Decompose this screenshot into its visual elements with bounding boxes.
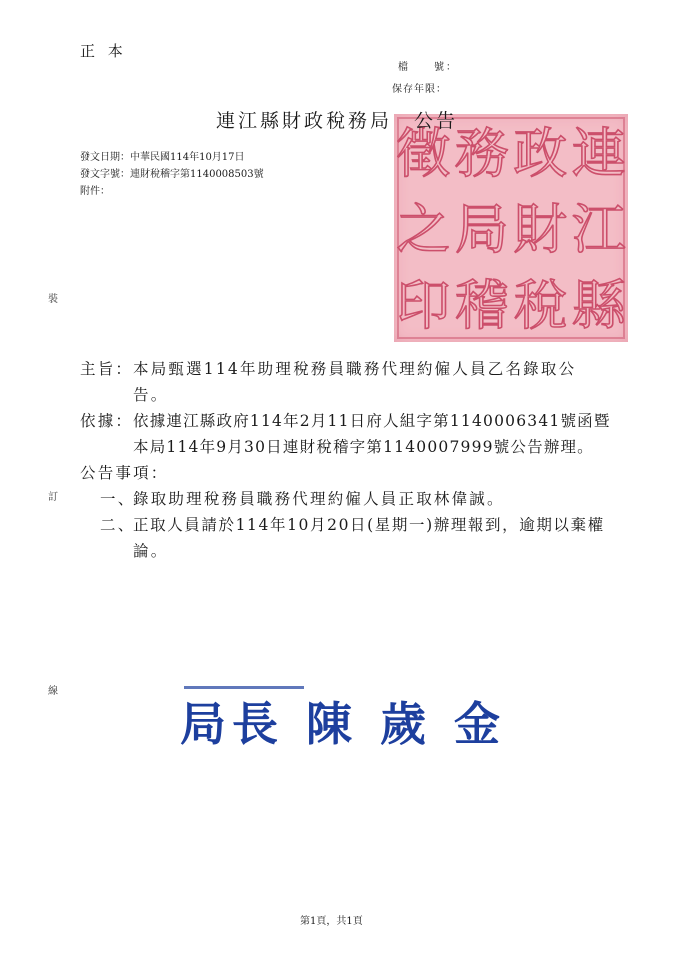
item-1-number: 一、 <box>100 490 136 508</box>
basis-line-1: 依據連江縣政府114年2月11日府人組字第1140006341號函暨 <box>133 412 611 430</box>
binding-mark-top: 裝 <box>48 294 58 305</box>
seal-glyph: 印 <box>396 274 451 337</box>
reference-number: 發文字號：連財稅稽字第1140008503號 <box>80 169 264 180</box>
director-signature: 局長 陳 歲 金 <box>180 697 507 751</box>
seal-glyph: 江 <box>571 198 626 261</box>
page-footer: 第1頁，共1頁 <box>300 916 363 927</box>
seal-glyph: 政 <box>513 122 568 185</box>
seal-glyph: 之 <box>396 198 451 261</box>
attachment-label: 附件： <box>80 186 110 197</box>
document-title: 連江縣財政稅務局 公告 <box>216 110 459 132</box>
basis-label: 依據： <box>80 412 134 430</box>
official-seal <box>394 114 628 342</box>
basis-line-2: 本局114年9月30日連財稅稽字第1140007999號公告辦理。 <box>133 438 594 456</box>
seal-glyph: 稽 <box>454 274 509 337</box>
subject-line-2: 告。 <box>133 386 169 404</box>
subject-line-1: 本局甄選114年助理稅務員職務代理約僱人員乙名錄取公 <box>133 360 577 378</box>
seal-glyphs <box>394 114 628 342</box>
item-2-text-1: 正取人員請於114年10月20日(星期一)辦理報到，逾期以棄權 <box>133 516 605 534</box>
seal-glyph: 連 <box>571 122 626 185</box>
issue-date: 發文日期：中華民國114年10月17日 <box>80 152 245 163</box>
subject-label: 主旨： <box>80 360 134 378</box>
item-2-text-2: 論。 <box>133 542 169 560</box>
seal-glyph: 局 <box>454 198 509 261</box>
items-heading: 公告事項： <box>80 464 169 482</box>
item-1-text: 錄取助理稅務員職務代理約僱人員正取林偉誠。 <box>133 490 505 508</box>
seal-glyph: 財 <box>513 198 568 261</box>
binding-mark-middle: 訂 <box>48 492 58 503</box>
seal-glyph: 務 <box>454 122 509 185</box>
item-2-number: 二、 <box>100 516 136 534</box>
retention-label: 保存年限： <box>392 84 447 95</box>
seal-glyph: 徵 <box>396 122 451 185</box>
copy-type: 正 本 <box>80 42 127 60</box>
signature-stroke <box>184 686 304 689</box>
seal-glyph: 稅 <box>513 274 568 337</box>
seal-glyph: 縣 <box>571 274 626 337</box>
file-number-label: 檔 號： <box>398 62 458 73</box>
binding-mark-bottom: 線 <box>48 686 58 697</box>
